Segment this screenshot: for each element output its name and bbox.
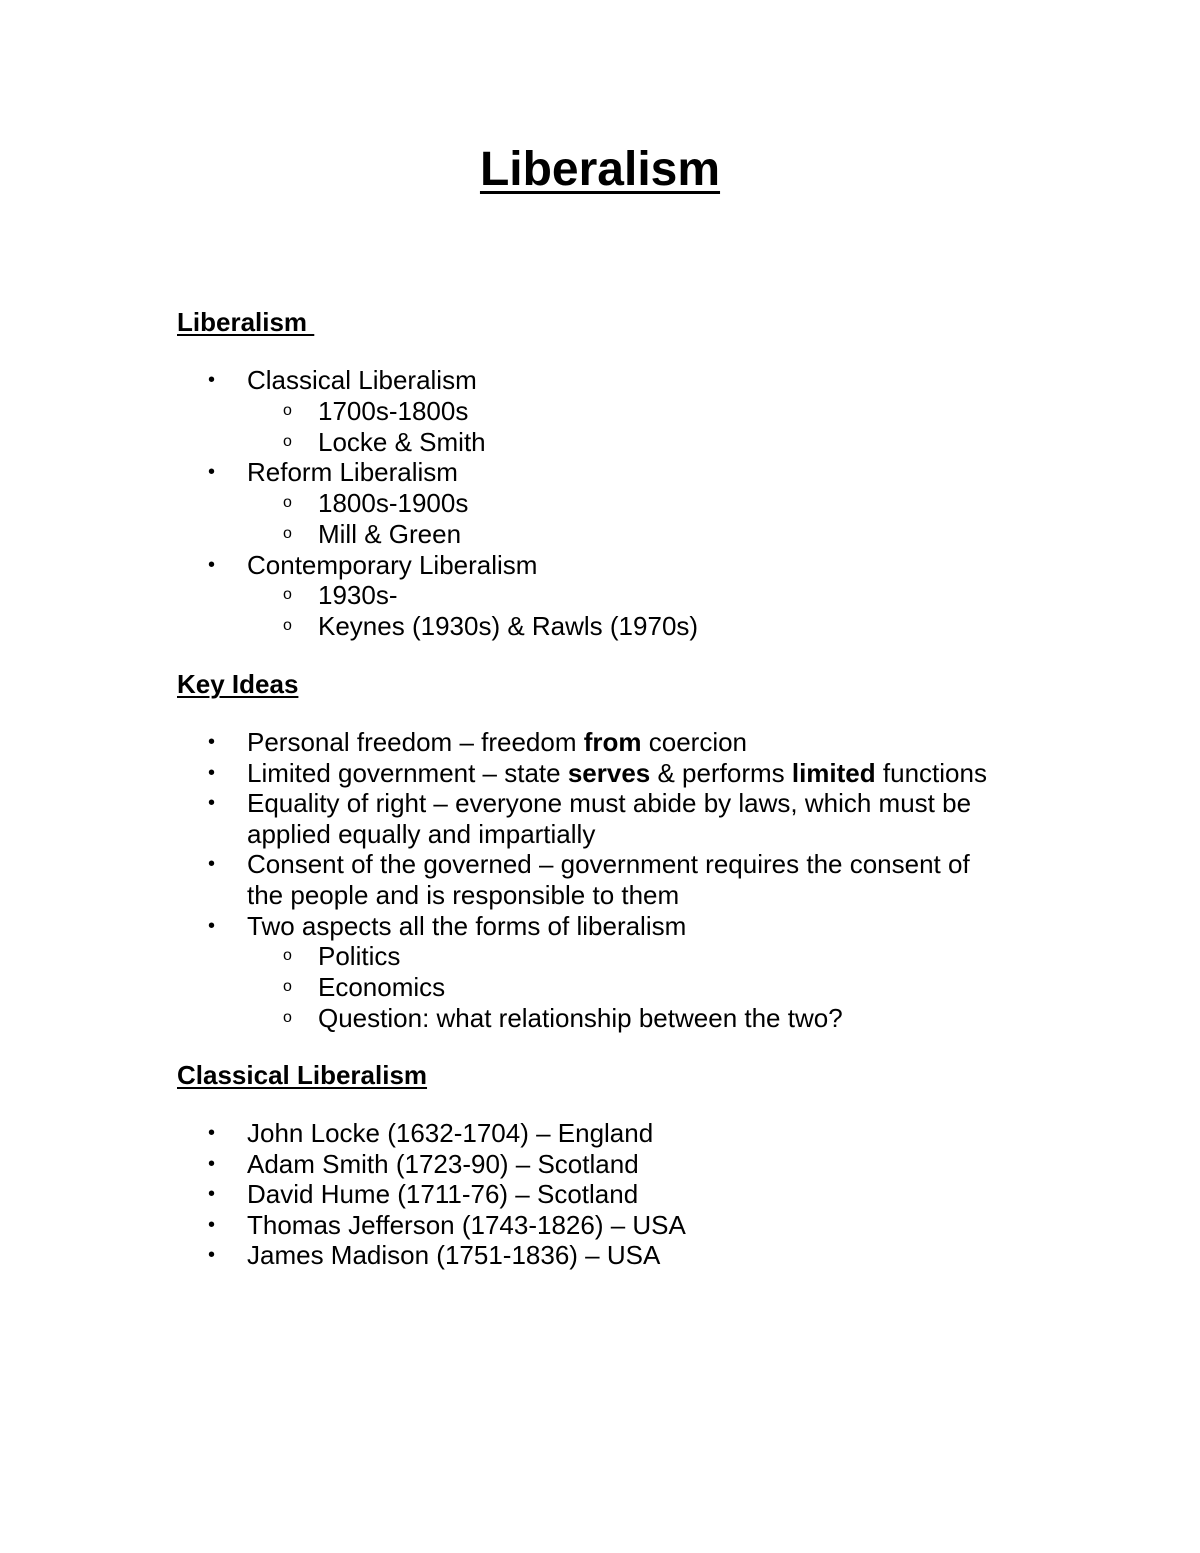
sub-list-item: 1700s-1800s — [318, 396, 469, 426]
list-item: Classical Liberalism — [247, 365, 477, 395]
sub-bullet-icon: o — [283, 525, 292, 542]
bold-text-run: limited — [791, 758, 876, 788]
bullet-icon: • — [208, 731, 216, 753]
list-item: David Hume (1711-76) – Scotland — [247, 1179, 639, 1209]
list-item: James Madison (1751-1836) – USA — [247, 1240, 661, 1270]
sub-list-item: Economics — [318, 972, 446, 1002]
section-heading-key-ideas: Key Ideas — [177, 669, 299, 699]
list-item-line: Consent of the governed – government requires the consent of — [247, 849, 970, 879]
sub-list-item: 1800s-1900s — [318, 488, 469, 518]
list-item-line: applied equally and impartially — [247, 819, 596, 849]
bullet-icon: • — [208, 554, 216, 576]
bullet-icon: • — [208, 853, 216, 875]
list-item: Reform Liberalism — [247, 457, 458, 487]
sub-list-item: Locke & Smith — [318, 427, 486, 457]
sub-list-item: Question: what relationship between the two? — [318, 1003, 843, 1033]
list-item — [247, 726, 747, 758]
sub-list-item: Keynes (1930s) & Rawls (1970s) — [318, 611, 699, 641]
bullet-icon: • — [208, 1122, 216, 1144]
bullet-icon: • — [208, 1153, 216, 1175]
bullet-icon: • — [208, 915, 216, 937]
list-item: Thomas Jefferson (1743-1826) – USA — [247, 1210, 686, 1240]
bullet-icon: • — [208, 369, 216, 391]
sub-bullet-icon: o — [283, 586, 292, 603]
bullet-icon: • — [208, 1183, 216, 1205]
sub-bullet-icon: o — [283, 947, 292, 964]
bullet-icon: • — [208, 1214, 216, 1236]
sub-list-item: Mill & Green — [318, 519, 462, 549]
document-title: Liberalism — [479, 143, 721, 196]
bullet-icon: • — [208, 461, 216, 483]
list-item-line: the people and is responsible to them — [247, 880, 680, 910]
bullet-icon: • — [208, 792, 216, 814]
text-run: Limited government – state — [247, 758, 568, 788]
section-heading-classical-liberalism: Classical Liberalism — [177, 1060, 428, 1090]
list-item: Two aspects all the forms of liberalism — [247, 911, 687, 941]
text-run: Personal freedom – freedom — [247, 727, 584, 757]
text-run: & performs — [650, 758, 792, 788]
sub-bullet-icon: o — [283, 1009, 292, 1026]
list-item: Contemporary Liberalism — [247, 550, 538, 580]
sub-list-item: Politics — [318, 941, 401, 971]
text-run: coercion — [641, 727, 748, 757]
sub-bullet-icon: o — [283, 978, 292, 995]
sub-list-item: 1930s- — [318, 580, 398, 610]
bold-text-run: serves — [567, 758, 651, 788]
sub-bullet-icon: o — [283, 402, 292, 419]
list-item — [247, 757, 987, 789]
text-run: functions — [875, 758, 987, 788]
section-heading-liberalism: Liberalism — [177, 307, 315, 337]
list-item-line: Equality of right – everyone must abide by laws, which must be — [247, 788, 972, 818]
sub-bullet-icon: o — [283, 433, 292, 450]
bold-text-run: from — [583, 727, 642, 757]
bullet-icon: • — [208, 762, 216, 784]
sub-bullet-icon: o — [283, 617, 292, 634]
list-item: John Locke (1632-1704) – England — [247, 1118, 654, 1148]
sub-bullet-icon: o — [283, 494, 292, 511]
bullet-icon: • — [208, 1244, 216, 1266]
list-item: Adam Smith (1723-90) – Scotland — [247, 1149, 639, 1179]
